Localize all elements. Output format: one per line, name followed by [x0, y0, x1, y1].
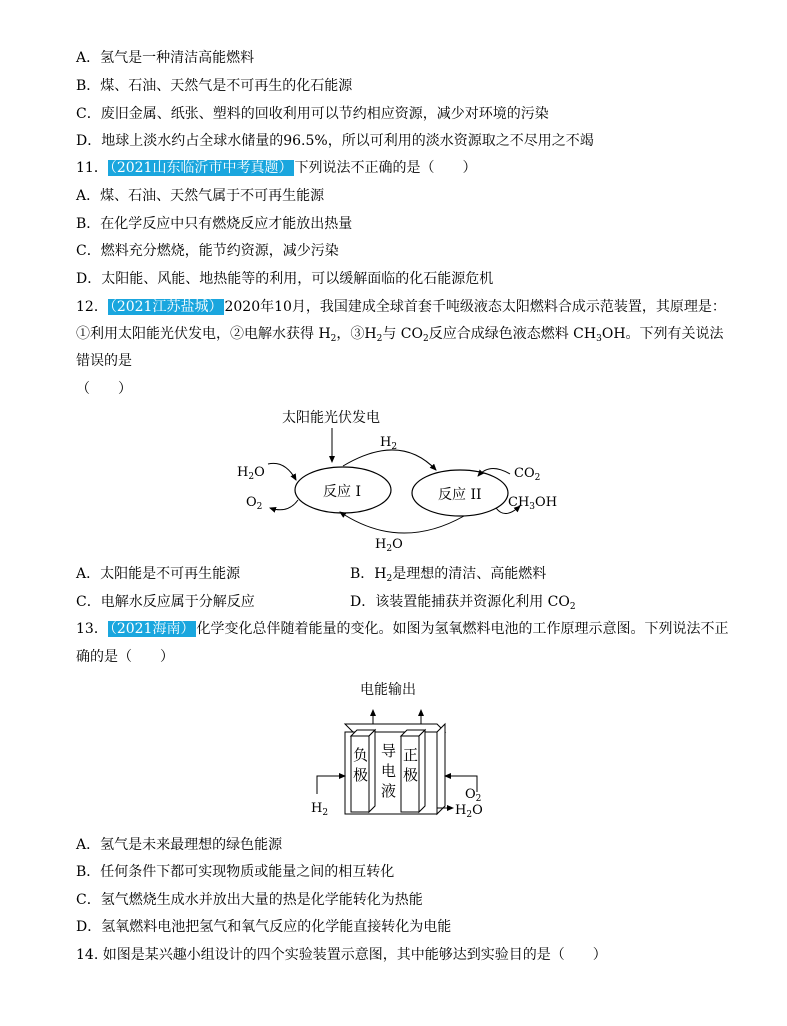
q13-option-c: C．氢气燃烧生成水并放出大量的热是化学能转化为热能 — [76, 892, 423, 908]
h2-arrow — [343, 450, 436, 470]
q12-source-tag[interactable]: （2021江苏盐城） — [109, 299, 223, 315]
q12-stem-line1 — [76, 297, 726, 317]
h2-label: $H_2$ — [380, 435, 398, 452]
q12-stem2b: ，③H — [336, 326, 377, 342]
q11-option-d: D．太阳能、风能、地热能等的利用，可以缓解面临的化石能源危机 — [76, 271, 494, 287]
q12-option-d-text: D．该装置能捕获并资源化利用 CO — [350, 594, 570, 610]
fuel-cell-diagram — [305, 676, 505, 824]
neg-label-2: 极 — [353, 766, 369, 784]
q14-number: 14. — [76, 947, 99, 963]
q14-stem — [76, 945, 607, 965]
q12-stem2d: 反应合成绿色液态燃料 CH — [428, 326, 597, 342]
electrolyte-label-2: 电 — [381, 762, 397, 780]
q11-option-b: B．在化学反应中只有燃烧反应才能放出热量 — [76, 216, 353, 232]
q10-option-b: B．煤、石油、天然气是不可再生的化石能源 — [76, 78, 353, 94]
q12-stem-line2 — [76, 324, 724, 344]
sub: 2 — [386, 574, 393, 584]
h2o-bottom-label: $H_2O$ — [375, 537, 403, 554]
q13-number: 13． — [76, 621, 108, 637]
pos-label-1: 正 — [403, 746, 419, 764]
reaction-cycle-diagram — [220, 402, 580, 562]
electrolyte-label-1: 导 — [381, 742, 397, 760]
q12-option-b — [350, 564, 546, 584]
q13-option-d: D．氢氧燃料电池把氢气和氧气反应的化学能直接转化为电能 — [76, 919, 452, 935]
q11-stem — [76, 158, 476, 178]
q12-stem-text1: 2020年10月，我国建成全球首套千吨级液态太阳燃料合成示范装置，其原理是： — [224, 299, 726, 315]
solar-pv-label: 太阳能光伏发电 — [282, 410, 380, 426]
neg-label-1: 负 — [353, 746, 369, 764]
o2-label: $O_2$ — [246, 495, 263, 512]
h2o-input-label: $H_2O$ — [237, 465, 265, 482]
q10-option-c: C．废旧金属、纸张、塑料的回收利用可以节约相应资源，减少对环境的污染 — [76, 106, 549, 122]
q11-question: 下列说法不正确的是（ ） — [294, 160, 477, 176]
q10-option-d: D．地球上淡水约占全球水储量的96.5%，所以可利用的淡水资源取之不尽用之不竭 — [76, 133, 594, 149]
q12-option-a: A．太阳能是不可再生能源 — [76, 566, 241, 582]
q13-option-b: B．任何条件下都可实现物质或能量之间的相互转化 — [76, 864, 395, 880]
q12-option-d — [350, 592, 576, 612]
q12-stem2e: OH。下列有关说法 — [601, 326, 724, 342]
reaction-1-label: 反应 I — [323, 484, 361, 500]
sub: 2 — [423, 334, 429, 344]
q12-stem2c: 与 CO — [382, 326, 423, 342]
q13-stem-line1 — [76, 619, 728, 639]
h2-input-label: $H_2$ — [311, 801, 329, 818]
sub: 3 — [596, 334, 602, 344]
q12-answer-paren: （ ） — [76, 381, 132, 397]
sub: 2 — [376, 334, 383, 344]
q12-number: 12． — [76, 299, 108, 315]
o2-output-arrow — [270, 500, 298, 510]
q11-number: 11． — [76, 160, 108, 176]
o2-input-label: $O_2$ — [465, 787, 482, 804]
q13-source-tag[interactable]: （2021海南） — [109, 621, 195, 637]
h2-input-arrow — [317, 776, 345, 794]
h2o-input-arrow — [268, 463, 296, 480]
q13-stem-text1: 化学变化总伴随着能量的变化。如图为氢氧燃料电池的工作原理示意图。下列说法不正 — [196, 621, 729, 637]
q11-option-a: A．煤、石油、天然气属于不可再生能源 — [76, 188, 325, 204]
sub: 2 — [569, 602, 576, 612]
q12-option-c: C．电解水反应属于分解反应 — [76, 594, 255, 610]
q12-stem2a: ①利用太阳能光伏发电，②电解水获得 H — [76, 326, 331, 342]
electrolyte-label-3: 液 — [381, 782, 397, 800]
q13-stem-line2: 确的是（ ） — [76, 649, 174, 665]
co2-label: $CO_2$ — [514, 466, 541, 483]
q12-stem-line3: 错误的是 — [76, 353, 132, 369]
pos-label-2: 极 — [403, 766, 419, 784]
q12-option-b-text2: 是理想的清洁、高能燃料 — [392, 566, 547, 582]
power-output-label: 电能输出 — [360, 682, 416, 698]
q14-question: 如图是某兴趣小组设计的四个实验装置示意图，其中能够达到实验目的是（ ） — [102, 947, 607, 963]
h2o-output-label: $H_2O$ — [455, 803, 483, 820]
q10-option-a: A．氢气是一种清洁高能燃料 — [76, 50, 255, 66]
q13-option-a: A．氢气是未来最理想的绿色能源 — [76, 837, 283, 853]
reaction-2-label: 反应 II — [438, 487, 482, 503]
q11-source-tag[interactable]: （2021山东临沂市中考真题） — [109, 160, 293, 176]
q12-option-b-text: B．H — [350, 566, 387, 582]
q11-option-c: C．燃料充分燃烧，能节约资源，减少污染 — [76, 243, 339, 259]
ch3oh-label: $CH_3OH$ — [508, 495, 558, 512]
sub: 2 — [330, 334, 337, 344]
